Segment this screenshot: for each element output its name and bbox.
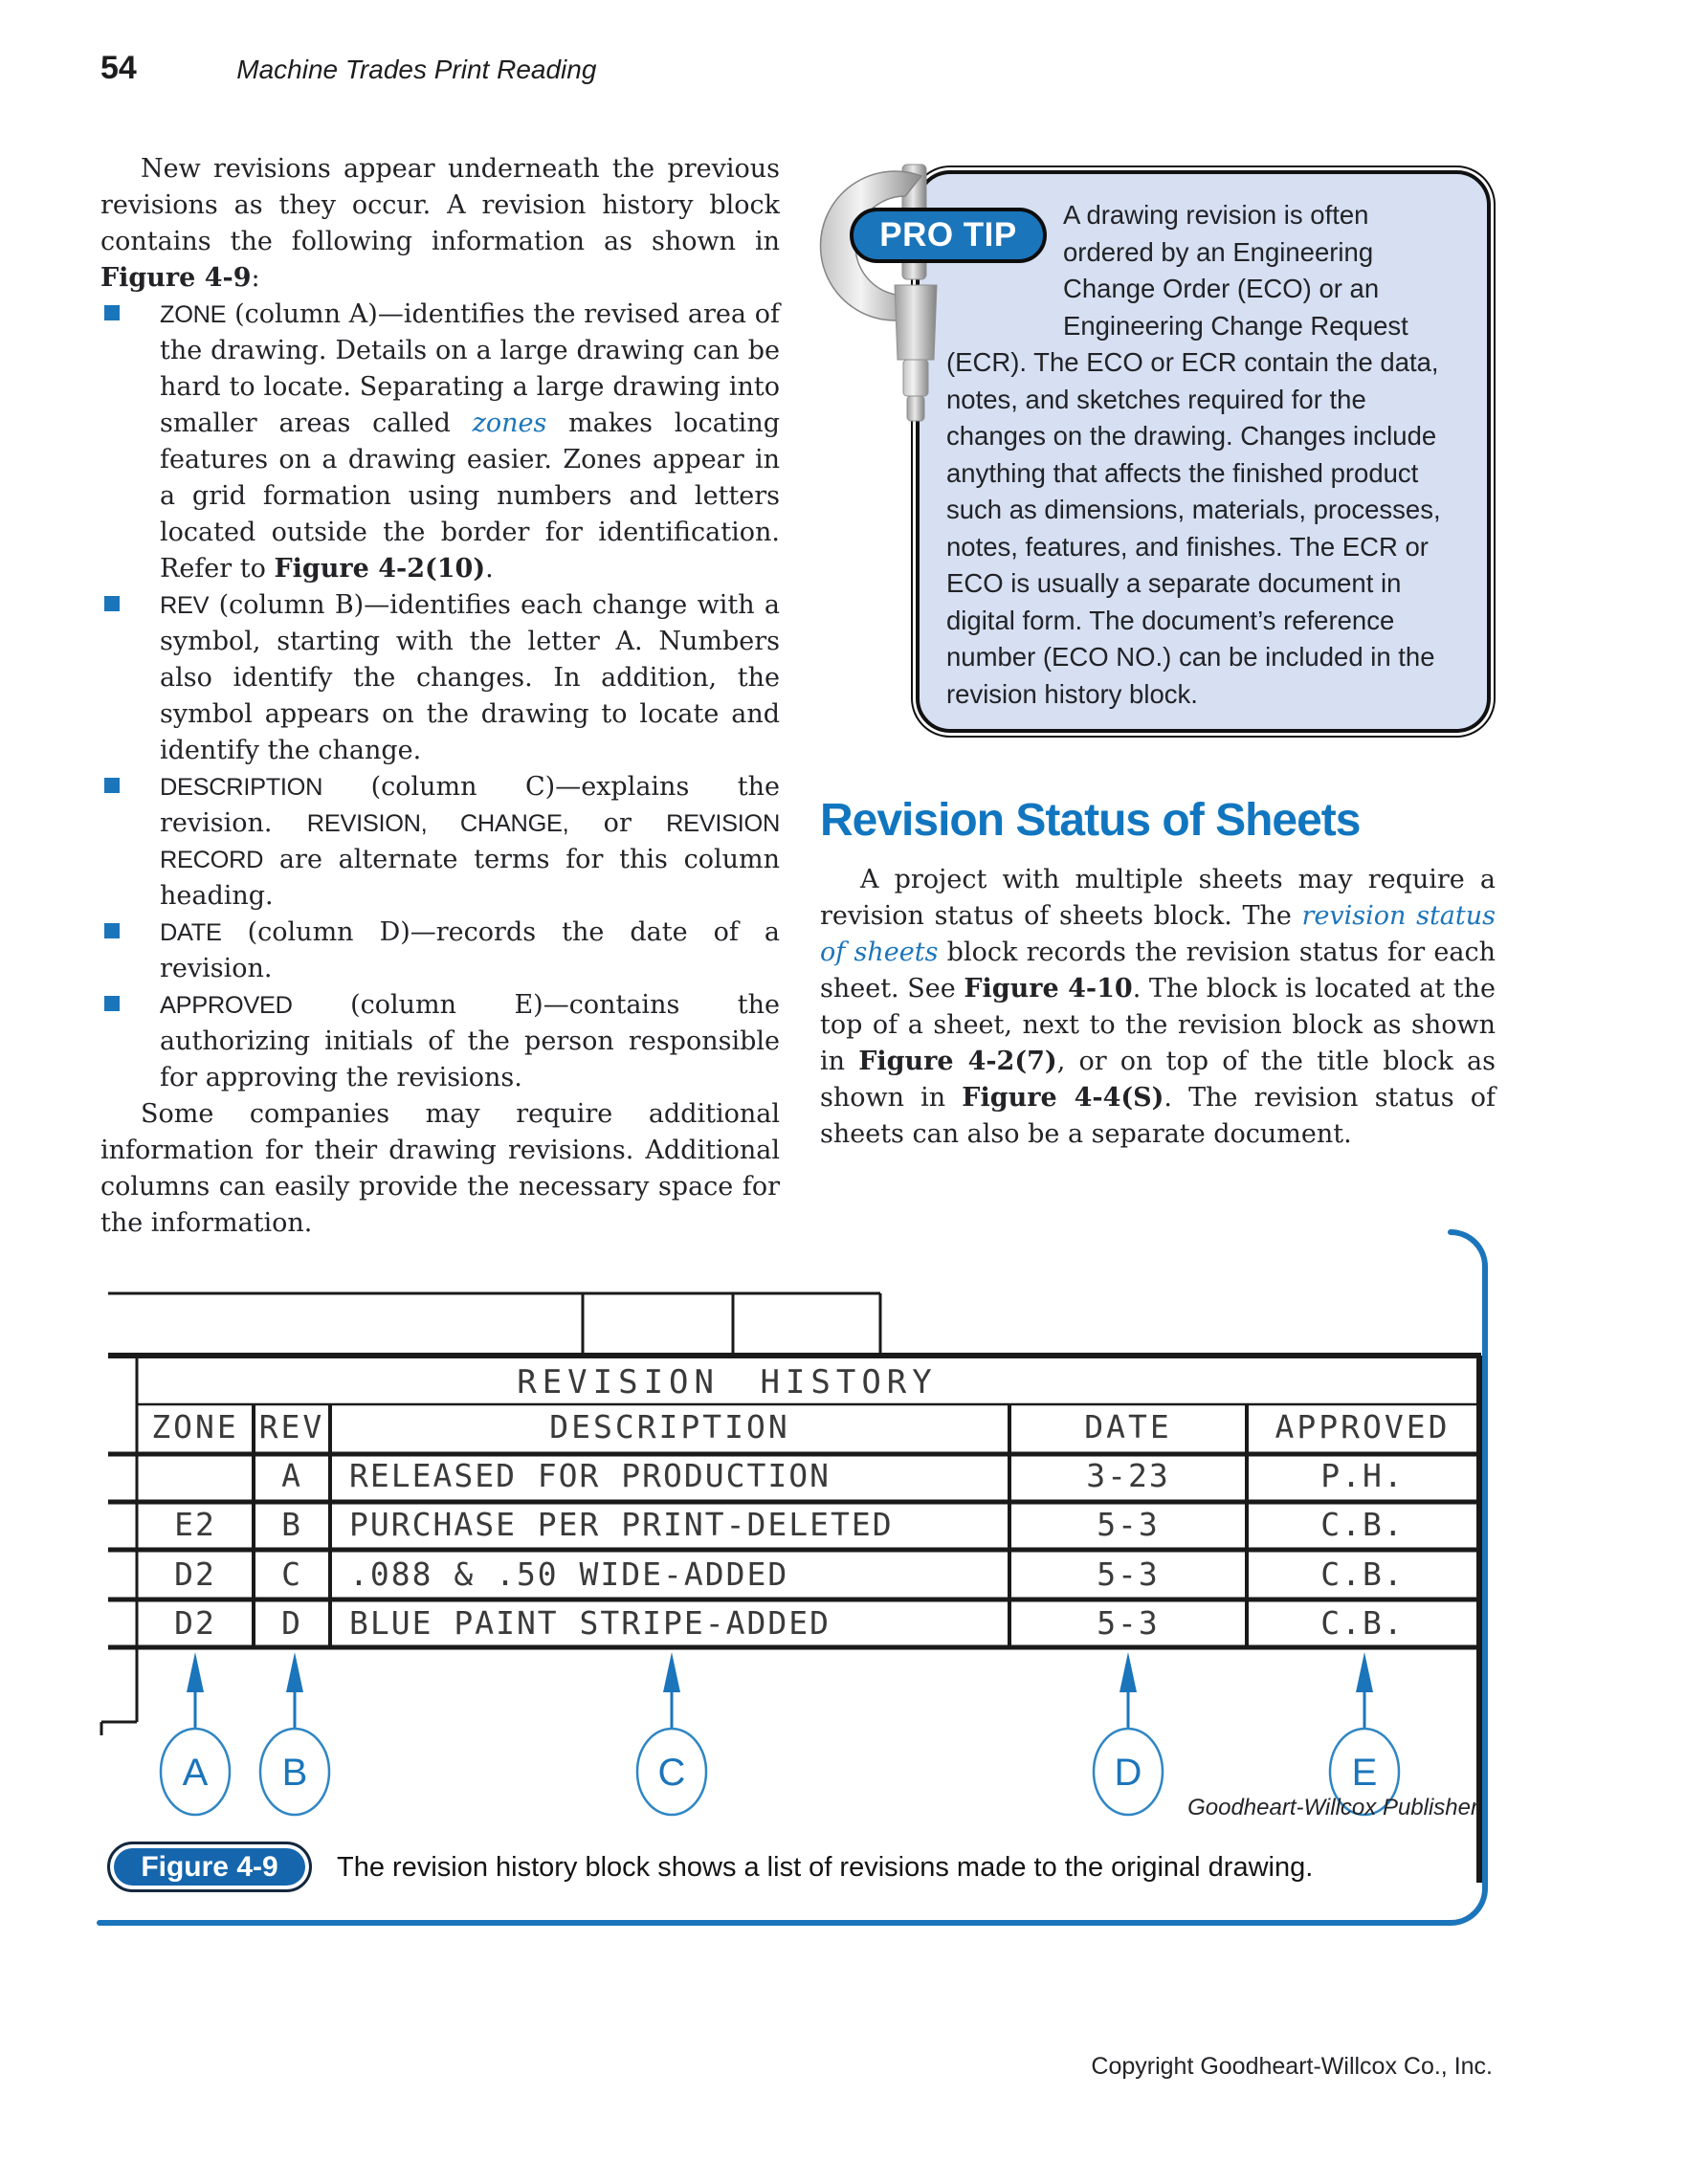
- cell-approved: C.B.: [1320, 1555, 1405, 1593]
- figure-caption: The revision history block shows a list of revisions made to the original drawing.: [337, 1852, 1314, 1883]
- bullet-item-zone: [100, 297, 780, 587]
- cell-rev: D: [281, 1604, 302, 1642]
- bullet-text: DATE (column D)—records the date of a revision.: [160, 917, 780, 983]
- closing-paragraph: Some companies may require additional information for their drawing revisions. Additional columns can easily provide the necessary space for the information.: [100, 1099, 780, 1238]
- bullet-text: ZONE (column A)—identifies the revised area of the drawing. Details on a large drawing can be hard to locate. Separating a large drawing into smaller areas called zones makes locating features on a drawing easier. Zones appear in a grid formation using numbers and letters located outside the border for identification. Refer to Figure 4-2(10).: [160, 299, 780, 584]
- header-description: DESCRIPTION: [549, 1408, 790, 1445]
- bullet-square-icon: [104, 596, 120, 611]
- header-approved: APPROVED: [1275, 1408, 1451, 1445]
- header-rev: REV: [258, 1408, 325, 1445]
- figure-label: Figure 4-9: [141, 1850, 278, 1883]
- intro-paragraph: New revisions appear underneath the previous revisions as they occur. A revision history block contains the following information as shown in Figure 4-9:: [100, 154, 780, 293]
- table-title: REVISION HISTORY: [517, 1363, 938, 1401]
- cell-zone: E2: [174, 1506, 216, 1543]
- bullet-item-date: [100, 915, 780, 987]
- cell-rev: B: [281, 1506, 302, 1543]
- callout-b: B: [281, 1752, 308, 1794]
- bullet-square-icon: [104, 923, 120, 938]
- bullet-item-rev: [100, 587, 780, 769]
- pro-tip-text: A drawing revision is often ordered by an Engineering Change Order (ECO) or an Engineering Change Request (ECR). The ECO or ECR contain the data, notes, and sketches required for the changes on the drawing. Changes include anything that affects the finished product such as dimensions, materials, processes, notes, features, and finishes. The ECR or ECO is usually a separate document in digital form. The document’s reference number (ECO NO.) can be included in the revision history block.: [946, 197, 1462, 713]
- table-row: [174, 1555, 1405, 1593]
- cell-date: 5-3: [1097, 1506, 1160, 1543]
- left-column: [100, 151, 780, 1242]
- cell-description: BLUE PAINT STRIPE-ADDED: [349, 1604, 831, 1642]
- cell-date: 3-23: [1086, 1457, 1170, 1494]
- header-date: DATE: [1084, 1408, 1172, 1445]
- revision-history-figure: [0, 1224, 1707, 1937]
- cell-zone: D2: [174, 1555, 216, 1593]
- table-row: [174, 1604, 1405, 1642]
- section-heading: Revision Status of Sheets: [820, 795, 1361, 846]
- publisher-credit: Goodheart-Willcox Publisher: [1187, 1795, 1478, 1820]
- callout-arrows: [187, 1652, 1373, 1730]
- bullet-square-icon: [104, 778, 120, 793]
- cell-approved: C.B.: [1320, 1604, 1405, 1642]
- section-paragraph: A project with multiple sheets may require a revision status of sheets block. The revision status of sheets block records the revision status for each sheet. See Figure 4-10. The block is located at the top of a sheet, next to the revision block as shown in Figure 4-2(7), or on top of the title block as shown in Figure 4-4(S). The revision status of sheets can also be a separate document.: [820, 865, 1496, 1149]
- bullet-item-description: [100, 769, 780, 915]
- cell-date: 5-3: [1097, 1604, 1160, 1642]
- page-number: 54: [100, 50, 137, 86]
- running-head: [100, 50, 962, 87]
- micrometer-image: [809, 151, 971, 438]
- cell-description: RELEASED FOR PRODUCTION: [349, 1457, 831, 1494]
- copyright-footer: Copyright Goodheart-Willcox Co., Inc.: [1091, 2053, 1493, 2080]
- cell-zone: D2: [174, 1604, 216, 1642]
- bullet-square-icon: [104, 996, 120, 1011]
- cell-rev: A: [281, 1457, 302, 1494]
- callout-a: A: [182, 1752, 209, 1794]
- cell-approved: P.H.: [1320, 1457, 1405, 1494]
- callout-e: E: [1351, 1752, 1378, 1794]
- pro-tip-badge: [850, 208, 1047, 263]
- table-row: [174, 1506, 1405, 1543]
- cell-description: PURCHASE PER PRINT-DELETED: [349, 1506, 894, 1543]
- running-title: Machine Trades Print Reading: [236, 55, 597, 84]
- cell-approved: C.B.: [1320, 1506, 1405, 1543]
- figure-label-badge: [107, 1842, 312, 1892]
- table-row: [281, 1457, 1405, 1494]
- bullet-text: APPROVED (column E)—contains the authorizing initials of the person responsible for approving the revisions.: [160, 990, 780, 1092]
- callout-c: C: [657, 1752, 686, 1794]
- header-zone: ZONE: [151, 1408, 239, 1445]
- callout-d: D: [1114, 1752, 1142, 1794]
- bullet-square-icon: [104, 305, 120, 320]
- cell-date: 5-3: [1097, 1555, 1160, 1593]
- cell-description: .088 & .50 WIDE-ADDED: [349, 1555, 789, 1593]
- bullet-text: DESCRIPTION (column C)—explains the revision. REVISION, CHANGE, or REVISION RECORD are alternate terms for this column heading.: [160, 772, 781, 911]
- pro-tip-badge-label: PRO TIP: [879, 216, 1017, 254]
- right-column: [820, 862, 1496, 1153]
- cell-rev: C: [281, 1555, 302, 1593]
- bullet-item-approved: [100, 987, 780, 1096]
- bullet-text: REV (column B)—identifies each change with a symbol, starting with the letter A. Numbers also identify the changes. In addition, the symbol appears on the drawing to locate and identify the change.: [160, 590, 780, 765]
- table-header-row: [151, 1408, 1450, 1445]
